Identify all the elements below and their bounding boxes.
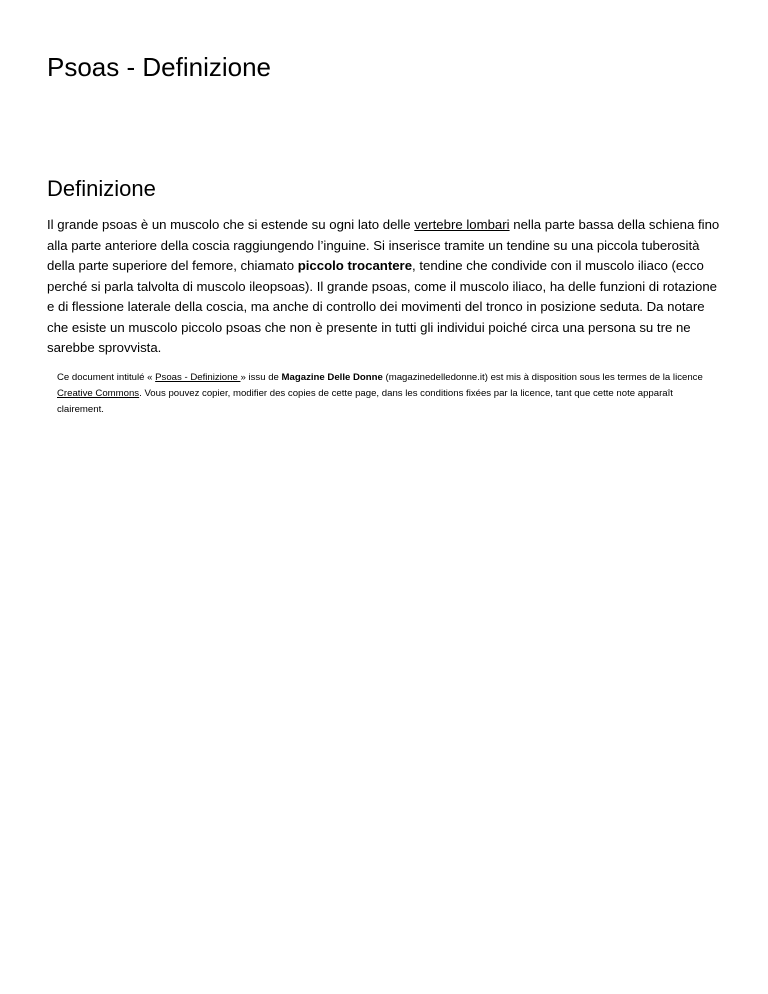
page-title: Psoas - Definizione [47, 52, 271, 82]
paragraph-text-2: nella parte bassa della schiena fino alla parte anteriore della coscia raggiungendo l’inguine. Si inserisce tramite un tendine su una piccola tuberosità della parte superiore del femore, chiamato [47, 217, 720, 273]
vertebre-lombari-link[interactable]: vertebre lombari [414, 217, 510, 232]
license-text-4: . Vous pouvez copier, modifier des copies de cette page, dans les conditions fixées par la licence, tant que cette note apparaît clairement. [57, 388, 673, 415]
license-text-3: (magazinedelledonne.it) est mis à disposition sous les termes de la licence [382, 372, 703, 383]
license-note [57, 370, 717, 418]
paragraph-text-3: , tendine che condivide con il muscolo iliaco (ecco perché si parla talvolta di muscolo ileopsoas). Il grande psoas, come il muscolo iliaco, ha delle funzioni di rotazione e di flessione laterale della coscia, ma anche di controllo dei movimenti del tronco in posizione seduta. Da notare che esiste un muscolo piccolo psoas che non è presente in tutti gli individui poiché circa una persona su tre ne sarebbe sprovvista. [47, 258, 717, 355]
definition-paragraph [47, 215, 727, 359]
paragraph-text-1: Il grande psoas è un muscolo che si estende su ogni lato delle [47, 217, 415, 232]
license-text-1: Ce document intitulé « [57, 372, 156, 383]
source-name: Magazine Delle Donne [281, 372, 383, 383]
document-title-link[interactable]: Psoas - Definizione [155, 372, 241, 383]
license-text-2: » issu de [240, 372, 282, 383]
creative-commons-link[interactable]: Creative Commons [57, 388, 140, 399]
section-heading: Definizione [47, 176, 156, 201]
bold-term: piccolo trocantere [297, 258, 413, 273]
